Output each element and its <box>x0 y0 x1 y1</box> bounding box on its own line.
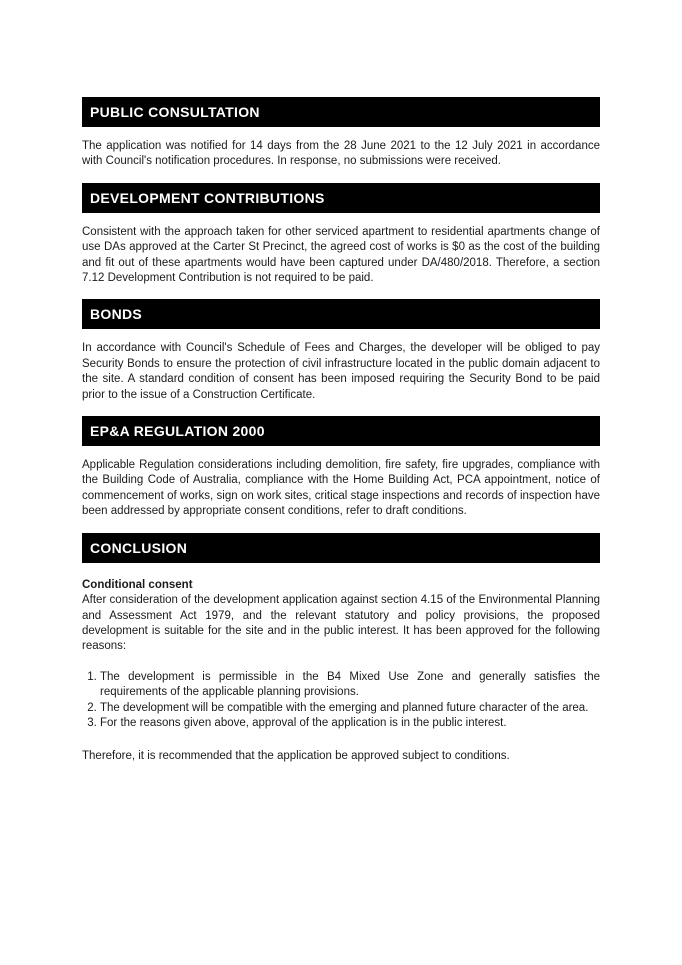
section-heading: DEVELOPMENT CONTRIBUTIONS <box>90 189 325 206</box>
section-paragraph: After consideration of the development application against section 4.15 of the Environmental Planning and Assessment Act 1979, and the relevant statutory and policy provisions, the proposed development is suitable for the site and in the public interest. It has been approved for the following reasons: <box>82 594 600 653</box>
section-heading: CONCLUSION <box>90 539 188 556</box>
list-item: 1. The development is permissible in the B4 Mixed Use Zone and generally satisfies the requirements of the applicable planning provisions. <box>100 670 600 701</box>
section-bonds <box>82 299 600 403</box>
section-heading-bar <box>82 299 600 329</box>
section-paragraph: The application was notified for 14 days from the 28 June 2021 to the 12 July 2021 in accordance with Council's notification procedures. In response, no submissions were received. <box>82 140 600 168</box>
approval-reasons-list <box>82 670 600 732</box>
list-item: 3. For the reasons given above, approval of the application is in the public interest. <box>100 716 600 731</box>
section-heading-bar <box>82 97 600 127</box>
section-heading-bar <box>82 416 600 446</box>
section-public-consultation <box>82 97 600 170</box>
section-heading-bar <box>82 533 600 563</box>
section-heading-bar <box>82 183 600 213</box>
section-heading: PUBLIC CONSULTATION <box>90 104 260 120</box>
section-paragraph: In accordance with Council's Schedule of Fees and Charges, the developer will be obliged to pay Security Bonds to ensure the protection of civil infrastructure located in the public domain adjacent to the site. A standard condition of consent has been imposed requiring the Security Bond to be paid prior to the issue of a Construction Certificate. <box>82 342 600 401</box>
section-heading: BONDS <box>90 306 143 323</box>
section-paragraph: Applicable Regulation considerations including demolition, fire safety, fire upgrades, compliance with the Building Code of Australia, compliance with the Home Building Act, PCA appointment, notice of commencement of works, sign on work sites, critical stage inspections and records of inspection have been addressed by appropriate consent conditions, refer to draft conditions. <box>82 459 600 518</box>
report-body <box>82 97 600 765</box>
section-development-contributions <box>82 183 600 287</box>
section-heading: EP&A REGULATION 2000 <box>90 423 265 440</box>
section-paragraph: Consistent with the approach taken for other serviced apartment to residential apartments change of use DAs approved at the Carter St Precinct, the agreed cost of works is $0 as the cost of the building and fit out of these apartments would have been captured under DA/480/2018. Therefore, a section 7.12 Development Contribution is not required to be paid. <box>82 225 600 285</box>
section-epa-regulation <box>82 416 600 520</box>
list-item: 2. The development will be compatible with the emerging and planned future character of the area. <box>100 701 600 716</box>
section-conclusion <box>82 533 600 765</box>
closing-paragraph: Therefore, it is recommended that the application be approved subject to conditions. <box>82 750 510 763</box>
conclusion-subheading: Conditional consent <box>82 578 193 591</box>
